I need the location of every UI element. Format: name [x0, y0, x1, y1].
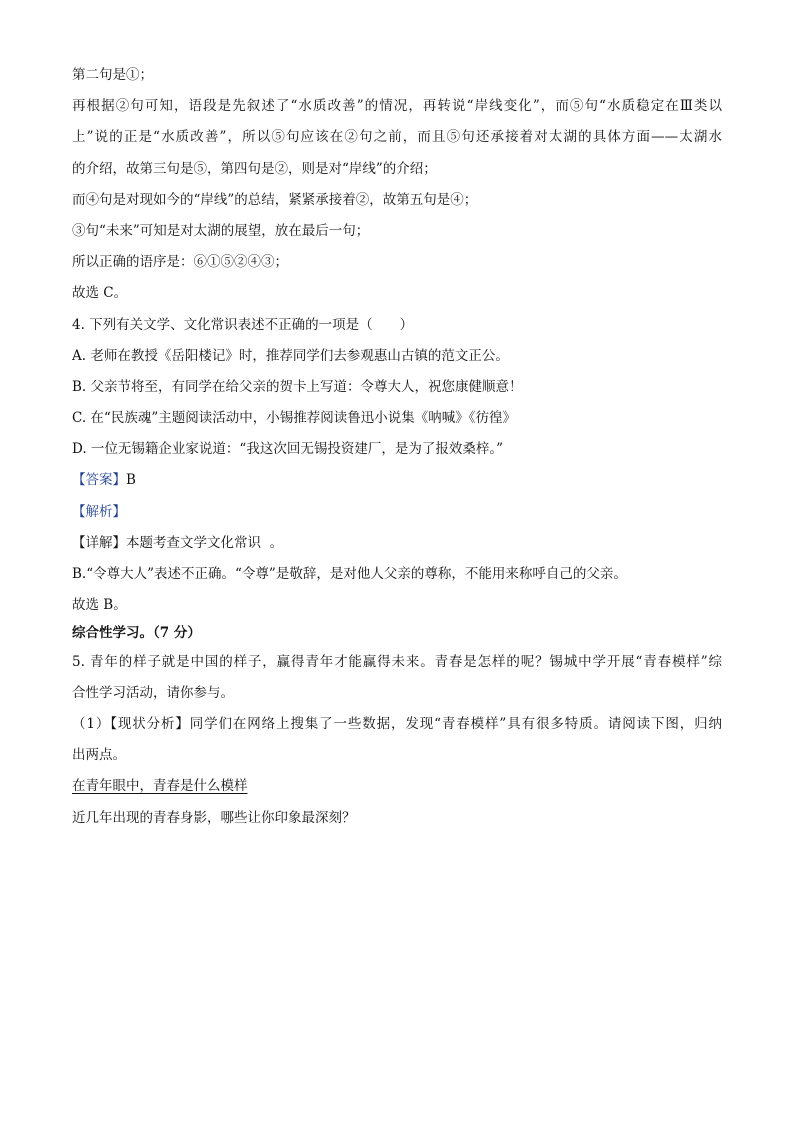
document-page [72, 60, 722, 834]
explanation-line: 第二句是①； [72, 67, 153, 83]
sub-question-1: （1）【现状分析】同学们在网络上搜集了一些数据，发现“青春模样”具有很多特质。请阅读下图，归纳 [72, 715, 722, 732]
explanation-line: 所以正确的语序是：⑥①⑤②④③； [72, 254, 288, 271]
option-b: B. 父亲节将至，有同学在给父亲的贺卡上写道：令尊大人，祝您康健顺意！ [72, 378, 523, 395]
explanation-line: 上”说的正是“水质改善”，所以⑤句应该在②句之前，而且⑤句还承接着对太湖的具体方面——太湖水 [72, 129, 722, 146]
explanation-line: ③句“未来”可知是对太湖的展望，放在最后一句； [72, 222, 370, 239]
detail-text: 本题考查文学文化常识 。 [126, 534, 284, 551]
option-d: D. 一位无锡籍企业家说道：“我这次回无锡投资建厂，是为了报效桑梓。” [72, 441, 503, 458]
explanation-line: 而④句是对现如今的“岸线”的总结，紧紧承接着②，故第五句是④； [72, 191, 478, 208]
detail-line [72, 528, 722, 559]
answer-value: B [126, 472, 136, 489]
question-4-stem: 4. 下列有关文学、文化常识表述不正确的一项是（ ） [72, 316, 414, 333]
detail-explanation: B.“令尊大人”表述不正确。“令尊”是敬辞，是对他人父亲的尊称，不能用来称呼自己的父亲。 [72, 566, 627, 582]
question-5-stem: 5. 青年的样子就是中国的样子，赢得青年才能赢得未来。青春是怎样的呢？锡城中学开展“青春模样”综 [72, 653, 722, 670]
analysis-label: 【解析】 [72, 503, 126, 520]
figure-title: 在青年眼中，青春是什么模样 [72, 778, 248, 795]
detail-conclusion: 故选 B。 [72, 597, 127, 614]
option-a: A. 老师在教授《岳阳楼记》时，推荐同学们去参观惠山古镇的范文正公。 [72, 347, 509, 364]
detail-label: 【详解】 [72, 534, 126, 551]
question-4 [72, 310, 722, 622]
previous-question-explanation [72, 60, 722, 310]
section-title: 综合性学习。（7 分） [72, 625, 201, 642]
answer-label: 【答案】 [72, 472, 126, 489]
figure-title-line [72, 771, 722, 802]
question-5 [72, 647, 722, 834]
analysis-line [72, 497, 722, 528]
sub-question-1: 出两点。 [72, 747, 126, 764]
question-5-stem: 合性学习活动，请你参与。 [72, 684, 234, 701]
option-c: C. 在“民族魂”主题阅读活动中，小锡推荐阅读鲁迅小说集《呐喊》《彷徨》 [72, 410, 516, 427]
explanation-conclusion: 故选 C。 [72, 285, 128, 302]
explanation-line: 的介绍，故第三句是⑤，第四句是②，则是对“岸线”的介绍； [72, 160, 437, 177]
figure-question: 近几年出现的青春身影，哪些让你印象最深刻？ [72, 809, 356, 826]
answer-line [72, 465, 722, 496]
explanation-line: 再根据②句可知，语段是先叙述了“水质改善”的情况，再转说“岸线变化”，而⑤句“水质稳定在Ⅲ类以 [72, 98, 722, 115]
